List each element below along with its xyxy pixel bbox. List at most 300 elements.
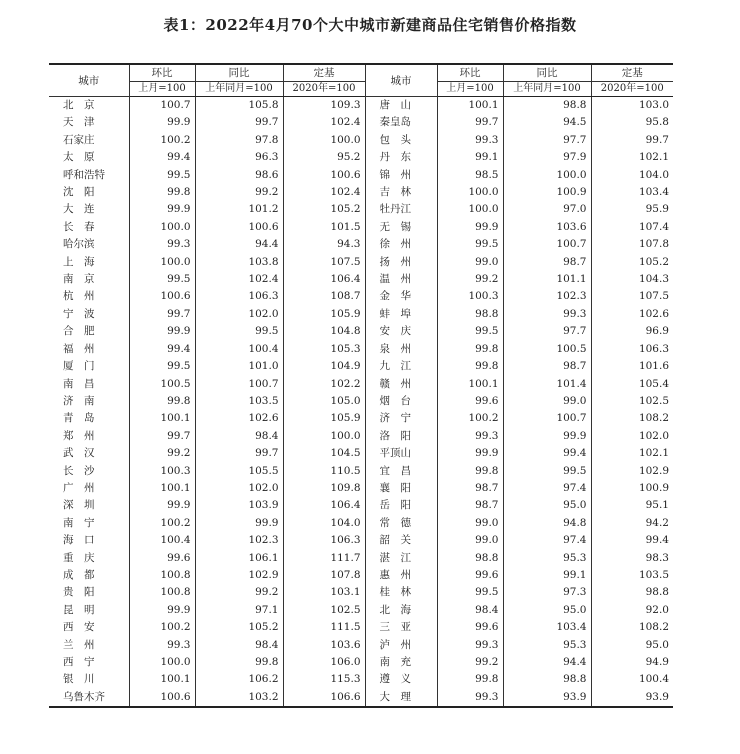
base-value: 102.0 xyxy=(591,428,673,445)
city-name: 昆 明 xyxy=(63,603,95,616)
base-value: 106.6 xyxy=(283,689,365,707)
table-row xyxy=(49,132,673,149)
base-value: 94.9 xyxy=(591,654,673,671)
yoy-value: 106.1 xyxy=(195,550,283,567)
city-name: 吉 林 xyxy=(365,184,437,201)
mom-subheader: 上月=100 xyxy=(129,82,195,97)
mom-value: 99.3 xyxy=(437,428,503,445)
city-name: 杭 州 xyxy=(63,290,95,303)
table-row xyxy=(49,201,673,218)
yoy-value: 97.4 xyxy=(503,532,591,549)
yoy-value: 96.3 xyxy=(195,149,283,166)
city-name: 长 春 xyxy=(63,220,95,233)
yoy-value: 102.3 xyxy=(195,532,283,549)
base-value: 103.5 xyxy=(591,567,673,584)
mom-value: 100.1 xyxy=(129,671,195,688)
table-row xyxy=(49,149,673,166)
table-row xyxy=(49,393,673,410)
yoy-column-header-2: 同比 xyxy=(503,64,591,82)
yoy-value: 99.7 xyxy=(195,114,283,131)
yoy-value: 99.0 xyxy=(503,393,591,410)
yoy-value: 102.3 xyxy=(503,288,591,305)
mom-value: 100.1 xyxy=(437,97,503,115)
base-value: 102.1 xyxy=(591,445,673,462)
city-name: 北 京 xyxy=(63,99,95,111)
base-value: 102.4 xyxy=(283,184,365,201)
table-row xyxy=(49,288,673,305)
city-name: 兰 州 xyxy=(63,638,95,651)
table-row xyxy=(49,584,673,601)
base-value: 105.2 xyxy=(591,254,673,271)
yoy-value: 100.6 xyxy=(195,219,283,236)
city-name: 大 理 xyxy=(365,689,437,707)
city-name: 呼和浩特 xyxy=(63,168,105,181)
city-name: 安 庆 xyxy=(365,323,437,340)
city-name: 西 安 xyxy=(63,621,95,634)
city-name: 南 宁 xyxy=(63,516,95,529)
yoy-value: 103.4 xyxy=(503,619,591,636)
city-name: 三 亚 xyxy=(365,619,437,636)
city-name: 青 岛 xyxy=(63,412,95,425)
yoy-value: 103.8 xyxy=(195,254,283,271)
base-value: 100.6 xyxy=(283,167,365,184)
base-value: 98.3 xyxy=(591,550,673,567)
base-value: 102.9 xyxy=(591,463,673,480)
mom-value: 99.6 xyxy=(129,550,195,567)
mom-value: 100.0 xyxy=(129,254,195,271)
city-name: 惠 州 xyxy=(365,567,437,584)
city-name: 韶 关 xyxy=(365,532,437,549)
yoy-value: 100.9 xyxy=(503,184,591,201)
mom-value: 100.0 xyxy=(437,184,503,201)
mom-value: 100.0 xyxy=(129,654,195,671)
mom-value: 100.6 xyxy=(129,288,195,305)
city-name: 平顶山 xyxy=(365,445,437,462)
city-name: 牡丹江 xyxy=(365,201,437,218)
table-row xyxy=(49,550,673,567)
mom-value: 99.8 xyxy=(129,393,195,410)
mom-value: 100.0 xyxy=(437,201,503,218)
mom-value: 100.1 xyxy=(129,410,195,427)
base-value: 103.0 xyxy=(591,97,673,115)
base-value: 102.5 xyxy=(283,602,365,619)
base-value: 107.5 xyxy=(283,254,365,271)
yoy-value: 99.5 xyxy=(503,463,591,480)
yoy-value: 100.7 xyxy=(503,236,591,253)
mom-value: 100.2 xyxy=(129,132,195,149)
base-value: 105.0 xyxy=(283,393,365,410)
yoy-value: 93.9 xyxy=(503,689,591,707)
yoy-subheader-2: 上年同月=100 xyxy=(503,82,591,97)
city-name: 天 津 xyxy=(63,116,95,129)
city-name: 大 连 xyxy=(63,203,95,216)
base-value: 103.4 xyxy=(591,184,673,201)
table-title: 表1：2022年4月70个大中城市新建商品住宅销售价格指数 xyxy=(163,16,577,34)
yoy-value: 100.0 xyxy=(503,167,591,184)
yoy-value: 102.0 xyxy=(195,306,283,323)
base-value: 107.8 xyxy=(283,567,365,584)
city-name: 宜 昌 xyxy=(365,463,437,480)
table-row xyxy=(49,619,673,636)
yoy-value: 101.4 xyxy=(503,376,591,393)
base-value: 95.8 xyxy=(591,114,673,131)
table-row xyxy=(49,671,673,688)
table-row xyxy=(49,97,673,115)
yoy-value: 94.8 xyxy=(503,515,591,532)
mom-value: 100.6 xyxy=(129,689,195,707)
city-name: 上 海 xyxy=(63,255,95,268)
base-value: 104.0 xyxy=(591,167,673,184)
yoy-value: 99.1 xyxy=(503,567,591,584)
city-name: 乌鲁木齐 xyxy=(49,689,129,707)
table-row xyxy=(49,463,673,480)
city-name: 常 德 xyxy=(365,515,437,532)
city-name: 南 京 xyxy=(63,273,95,286)
yoy-value: 99.5 xyxy=(195,323,283,340)
mom-value: 100.0 xyxy=(129,219,195,236)
base-value: 101.6 xyxy=(591,358,673,375)
mom-value: 99.2 xyxy=(437,271,503,288)
mom-value: 98.5 xyxy=(437,167,503,184)
base-value: 102.1 xyxy=(591,149,673,166)
yoy-value: 97.9 xyxy=(503,149,591,166)
mom-value: 99.3 xyxy=(437,132,503,149)
base-value: 108.7 xyxy=(283,288,365,305)
yoy-value: 99.4 xyxy=(503,445,591,462)
city-name: 郑 州 xyxy=(63,429,95,442)
city-name: 襄 阳 xyxy=(365,480,437,497)
base-value: 100.9 xyxy=(591,480,673,497)
base-value: 107.8 xyxy=(591,236,673,253)
base-value: 99.7 xyxy=(591,132,673,149)
base-column-header: 定基 xyxy=(283,64,365,82)
yoy-value: 97.0 xyxy=(503,201,591,218)
base-value: 95.2 xyxy=(283,149,365,166)
yoy-value: 98.8 xyxy=(503,97,591,115)
mom-value: 99.8 xyxy=(129,184,195,201)
city-name: 丹 东 xyxy=(365,149,437,166)
city-name: 泉 州 xyxy=(365,341,437,358)
base-value: 105.9 xyxy=(283,306,365,323)
city-name: 广 州 xyxy=(63,481,95,494)
table-row xyxy=(49,341,673,358)
price-index-table xyxy=(49,63,673,708)
city-name: 烟 台 xyxy=(365,393,437,410)
yoy-value: 98.7 xyxy=(503,358,591,375)
table-row xyxy=(49,254,673,271)
base-value: 92.0 xyxy=(591,602,673,619)
base-value: 104.3 xyxy=(591,271,673,288)
base-value: 111.7 xyxy=(283,550,365,567)
city-name: 哈尔滨 xyxy=(63,238,95,251)
city-column-header-2: 城市 xyxy=(365,64,437,97)
city-name: 长 沙 xyxy=(63,464,95,477)
base-value: 104.8 xyxy=(283,323,365,340)
yoy-value: 105.5 xyxy=(195,463,283,480)
table-row xyxy=(49,376,673,393)
base-value: 111.5 xyxy=(283,619,365,636)
mom-value: 99.9 xyxy=(129,201,195,218)
mom-value: 99.7 xyxy=(129,306,195,323)
base-column-header-2: 定基 xyxy=(591,64,673,82)
yoy-value: 97.3 xyxy=(503,584,591,601)
mom-value: 99.6 xyxy=(437,567,503,584)
base-value: 94.2 xyxy=(591,515,673,532)
city-name: 北 海 xyxy=(365,602,437,619)
mom-value: 100.8 xyxy=(129,584,195,601)
yoy-value: 94.4 xyxy=(195,236,283,253)
yoy-value: 94.4 xyxy=(503,654,591,671)
mom-value: 99.9 xyxy=(129,323,195,340)
yoy-subheader: 上年同月=100 xyxy=(195,82,283,97)
table-row xyxy=(49,532,673,549)
city-name: 重 庆 xyxy=(63,551,95,564)
city-name: 锦 州 xyxy=(365,167,437,184)
table-row xyxy=(49,497,673,514)
table-row xyxy=(49,114,673,131)
mom-value: 99.5 xyxy=(129,358,195,375)
yoy-value: 95.0 xyxy=(503,602,591,619)
table-row xyxy=(49,219,673,236)
table-row xyxy=(49,637,673,654)
yoy-value: 105.8 xyxy=(195,97,283,115)
yoy-column-header: 同比 xyxy=(195,64,283,82)
mom-value: 99.1 xyxy=(437,149,503,166)
mom-value: 99.4 xyxy=(129,149,195,166)
yoy-value: 99.2 xyxy=(195,584,283,601)
mom-value: 100.2 xyxy=(129,619,195,636)
yoy-value: 103.2 xyxy=(195,689,283,707)
mom-value: 98.7 xyxy=(437,497,503,514)
mom-column-header-2: 环比 xyxy=(437,64,503,82)
mom-value: 100.7 xyxy=(129,97,195,115)
base-value: 103.1 xyxy=(283,584,365,601)
yoy-value: 97.7 xyxy=(503,323,591,340)
city-name: 洛 阳 xyxy=(365,428,437,445)
mom-value: 99.3 xyxy=(129,236,195,253)
mom-value: 99.5 xyxy=(437,323,503,340)
mom-value: 99.6 xyxy=(437,619,503,636)
city-column-header: 城市 xyxy=(49,64,129,97)
base-value: 93.9 xyxy=(591,689,673,707)
mom-value: 99.4 xyxy=(129,341,195,358)
mom-value: 98.8 xyxy=(437,306,503,323)
base-value: 107.4 xyxy=(591,219,673,236)
yoy-value: 97.1 xyxy=(195,602,283,619)
yoy-value: 105.2 xyxy=(195,619,283,636)
yoy-value: 94.5 xyxy=(503,114,591,131)
city-name: 唐 山 xyxy=(365,97,437,115)
base-value: 105.9 xyxy=(283,410,365,427)
table-row xyxy=(49,428,673,445)
yoy-value: 97.8 xyxy=(195,132,283,149)
base-value: 106.3 xyxy=(591,341,673,358)
table-row xyxy=(49,515,673,532)
yoy-value: 97.7 xyxy=(503,132,591,149)
mom-value: 98.8 xyxy=(437,550,503,567)
city-name: 宁 波 xyxy=(63,307,95,320)
base-value: 106.4 xyxy=(283,497,365,514)
base-value: 105.2 xyxy=(283,201,365,218)
base-value: 105.3 xyxy=(283,341,365,358)
mom-value: 99.3 xyxy=(437,689,503,707)
city-name: 武 汉 xyxy=(63,447,95,460)
base-value: 108.2 xyxy=(591,619,673,636)
mom-value: 99.5 xyxy=(129,167,195,184)
yoy-value: 102.9 xyxy=(195,567,283,584)
city-name: 南 充 xyxy=(365,654,437,671)
mom-value: 98.4 xyxy=(437,602,503,619)
city-name: 包 头 xyxy=(365,132,437,149)
base-value: 102.4 xyxy=(283,114,365,131)
base-value: 100.4 xyxy=(591,671,673,688)
yoy-value: 97.4 xyxy=(503,480,591,497)
mom-value: 99.9 xyxy=(129,497,195,514)
yoy-value: 101.2 xyxy=(195,201,283,218)
mom-value: 99.9 xyxy=(129,114,195,131)
base-value: 102.2 xyxy=(283,376,365,393)
city-name: 太 原 xyxy=(63,151,95,164)
mom-value: 99.5 xyxy=(129,271,195,288)
base-value: 104.9 xyxy=(283,358,365,375)
mom-value: 100.3 xyxy=(129,463,195,480)
city-name: 金 华 xyxy=(365,288,437,305)
mom-value: 99.3 xyxy=(129,637,195,654)
table-row xyxy=(49,323,673,340)
base-subheader-2: 2020年=100 xyxy=(591,82,673,97)
base-value: 94.3 xyxy=(283,236,365,253)
base-value: 104.0 xyxy=(283,515,365,532)
base-value: 108.2 xyxy=(591,410,673,427)
city-name: 桂 林 xyxy=(365,584,437,601)
yoy-value: 95.0 xyxy=(503,497,591,514)
yoy-value: 100.4 xyxy=(195,341,283,358)
base-value: 95.9 xyxy=(591,201,673,218)
city-name: 沈 阳 xyxy=(63,186,95,199)
city-name: 厦 门 xyxy=(63,360,95,373)
base-value: 109.3 xyxy=(283,97,365,115)
table-row xyxy=(49,236,673,253)
yoy-value: 99.9 xyxy=(195,515,283,532)
city-name: 蚌 埠 xyxy=(365,306,437,323)
base-value: 100.0 xyxy=(283,132,365,149)
yoy-value: 102.0 xyxy=(195,480,283,497)
mom-value: 100.8 xyxy=(129,567,195,584)
mom-value: 99.0 xyxy=(437,532,503,549)
city-name: 贵 阳 xyxy=(63,586,95,599)
city-name: 石家庄 xyxy=(63,133,95,146)
base-value: 106.4 xyxy=(283,271,365,288)
mom-value: 99.5 xyxy=(437,236,503,253)
mom-value: 100.1 xyxy=(129,480,195,497)
yoy-value: 101.0 xyxy=(195,358,283,375)
base-value: 100.0 xyxy=(283,428,365,445)
mom-value: 100.3 xyxy=(437,288,503,305)
city-name: 泸 州 xyxy=(365,637,437,654)
city-name: 湛 江 xyxy=(365,550,437,567)
city-name: 西 宁 xyxy=(63,656,95,668)
yoy-value: 98.7 xyxy=(503,254,591,271)
yoy-value: 102.4 xyxy=(195,271,283,288)
city-name: 深 圳 xyxy=(63,499,95,512)
base-value: 95.0 xyxy=(591,637,673,654)
mom-value: 100.5 xyxy=(129,376,195,393)
base-value: 106.0 xyxy=(283,654,365,671)
yoy-value: 95.3 xyxy=(503,637,591,654)
city-name: 遵 义 xyxy=(365,671,437,688)
table-row xyxy=(49,654,673,671)
mom-value: 99.8 xyxy=(437,341,503,358)
mom-value: 98.7 xyxy=(437,480,503,497)
base-value: 104.5 xyxy=(283,445,365,462)
base-value: 102.6 xyxy=(591,306,673,323)
mom-value: 100.1 xyxy=(437,376,503,393)
city-name: 扬 州 xyxy=(365,254,437,271)
mom-value: 99.6 xyxy=(437,393,503,410)
base-value: 109.8 xyxy=(283,480,365,497)
mom-value: 99.7 xyxy=(129,428,195,445)
yoy-value: 103.9 xyxy=(195,497,283,514)
base-value: 98.8 xyxy=(591,584,673,601)
table-row xyxy=(49,410,673,427)
table-row xyxy=(49,271,673,288)
city-name: 徐 州 xyxy=(365,236,437,253)
yoy-value: 99.2 xyxy=(195,184,283,201)
city-name: 济 宁 xyxy=(365,410,437,427)
city-name: 济 南 xyxy=(63,394,95,407)
table-row xyxy=(49,445,673,462)
yoy-value: 98.4 xyxy=(195,428,283,445)
city-name: 合 肥 xyxy=(63,325,95,338)
mom-value: 99.2 xyxy=(129,445,195,462)
city-name: 福 州 xyxy=(63,342,95,355)
yoy-value: 100.5 xyxy=(503,341,591,358)
yoy-value: 100.7 xyxy=(503,410,591,427)
mom-value: 99.9 xyxy=(437,445,503,462)
base-value: 105.4 xyxy=(591,376,673,393)
mom-value: 99.0 xyxy=(437,254,503,271)
city-name: 成 都 xyxy=(63,568,95,581)
mom-value: 100.2 xyxy=(437,410,503,427)
base-value: 107.5 xyxy=(591,288,673,305)
yoy-value: 102.6 xyxy=(195,410,283,427)
city-name: 银 川 xyxy=(63,673,95,686)
table-body xyxy=(49,97,673,708)
yoy-value: 99.7 xyxy=(195,445,283,462)
yoy-value: 106.3 xyxy=(195,288,283,305)
table-row xyxy=(49,306,673,323)
yoy-value: 98.6 xyxy=(195,167,283,184)
mom-value: 99.9 xyxy=(437,219,503,236)
table-row xyxy=(49,602,673,619)
table-row xyxy=(49,480,673,497)
city-name: 海 口 xyxy=(63,534,95,547)
mom-value: 100.4 xyxy=(129,532,195,549)
base-subheader: 2020年=100 xyxy=(283,82,365,97)
city-name: 赣 州 xyxy=(365,376,437,393)
city-name: 温 州 xyxy=(365,271,437,288)
mom-value: 100.2 xyxy=(129,515,195,532)
city-name: 南 昌 xyxy=(63,377,95,390)
mom-value: 99.8 xyxy=(437,671,503,688)
base-value: 110.5 xyxy=(283,463,365,480)
base-value: 101.5 xyxy=(283,219,365,236)
yoy-value: 106.2 xyxy=(195,671,283,688)
yoy-value: 95.3 xyxy=(503,550,591,567)
mom-value: 99.3 xyxy=(437,637,503,654)
table-row xyxy=(49,689,673,707)
mom-value: 99.7 xyxy=(437,114,503,131)
